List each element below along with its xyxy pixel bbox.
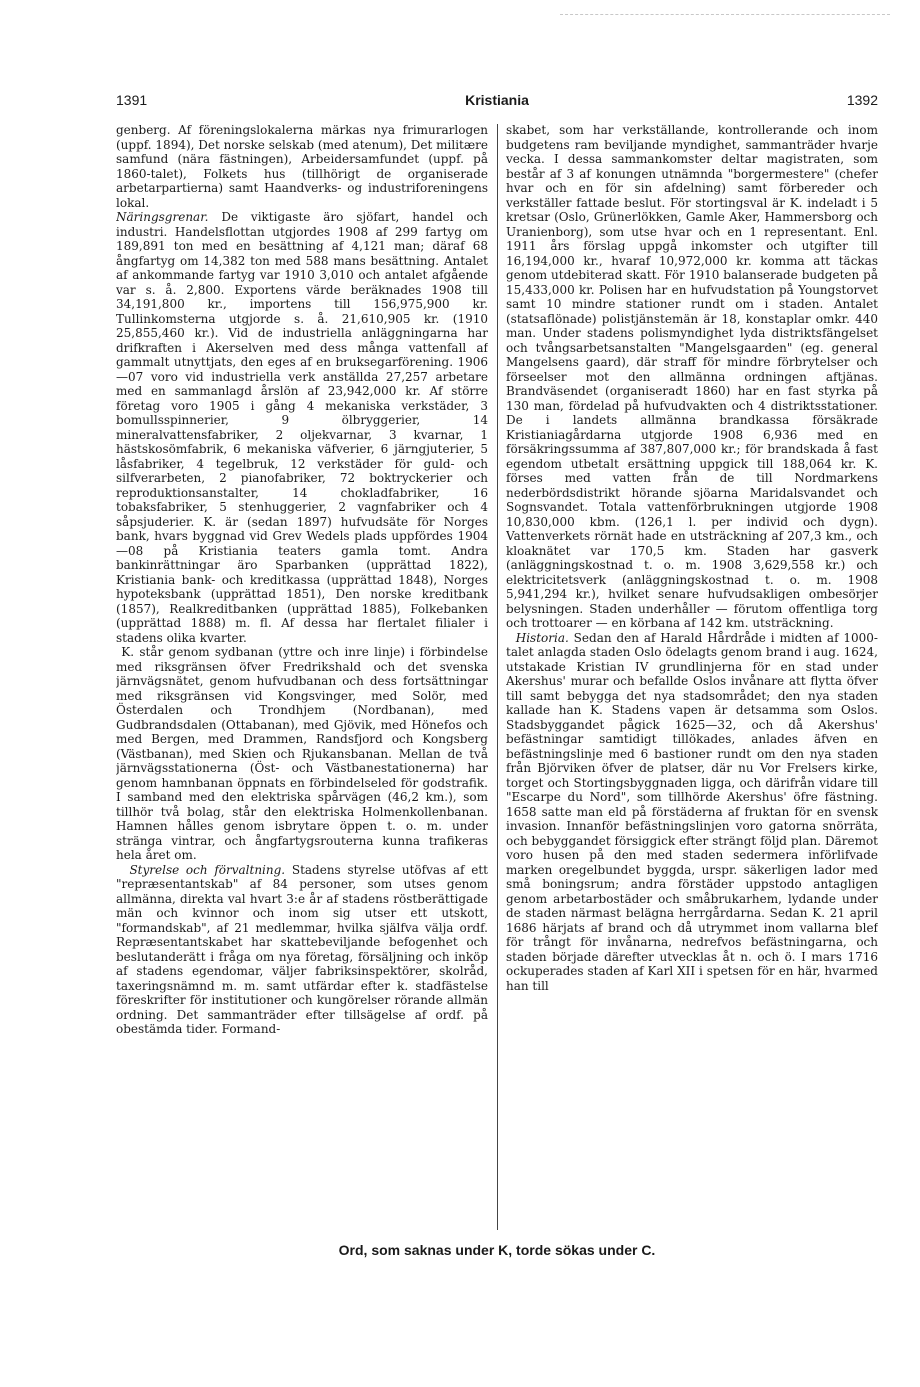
section-lead: Styrelse och förvaltning. <box>129 862 286 877</box>
left-column <box>116 123 488 1235</box>
paragraph-formandskab: skabet, som har verkställande, kontrollerande och inom budgetens ram beviljande myndighet, sammanträder hvarje vecka. I dessa sammankomster deltar magistraten, som består af 3 af konungen utnämnda "borgermestere" (chefer hvar och en för sin afdelning) samt förbereder och verkställer fattade beslut. För stortingsval är K. indeladt i 5 kretsar (Oslo, Grünerlökken, Gamle Aker, Hammersborg och Uranienborg), som utse hvar och en 1 representant. Enl. 1911 års förslag uppgå inkomster och utgifter till 16,194,000 kr., hvaraf 10,972,000 kr. komma att täckas genom utdebiterad skatt. För 1910 balanserade budgeten på 15,433,000 kr. Polisen har en hufvudstation på Youngstorvet samt 10 mindre stationer rundt om i staden. Antalet (statsaflönade) polistjänstemän är 18, konstaplar omkr. 440 man. Under stadens polismyndighet lyda distriktsfängelset och tvångsarbetsanstalten "Mangelsgaarden" (eg. general Mangelsens gaard), där straff för mindre förbrytelser och förseelser mot den allmänna ordningen aftjänas. Brandväsendet (organiseradt 1860) har en fast styrka på 130 man, fördelad på hufvudvakten och 4 distriktsstationer. De i landets allmänna brandkassa försäkrade Kristianiagårdarna utgjorde 1908 6,936 med en försäkringssumma af 387,807,000 kr.; för brandskada å fast egendom utbetalt ersättning uppgick till 188,064 kr. K. förses med vatten från de till Nordmarkens nederbördsdistrikt hörande sjöarna Maridalsvandet och Sognsvandet. Totala vattenförbrukningen utgjorde 1908 10,830,000 kbm. (126,1 l. per individ och dygn). Vattenverkets rörnät hade en utsträckning af 207,3 km., och kloaknätet var 170,5 km. Staden har gasverk (anläggningskostnad t. o. m. 1908 3,629,558 kr.) och elektricitetsverk (anläggningskostnad t. o. m. 1908 5,941,294 kr.), hvilket senare hufvudsakligen ombesörjer belysningen. Staden underhåller — förutom offentliga torg och trottoarer — en körbana af 142 km. utsträckning. <box>506 123 878 630</box>
right-column <box>506 123 878 1235</box>
section-lead: Historia. <box>515 630 569 645</box>
paragraph-styrelse: Styrelse och förvaltning. Stadens styrelse utöfvas af ett "repræsentantskab" af 84 personer, som utses genom allmänna, direkta val hvart 3:e år af stadens röstberättigade män och kvinnor och inom sig utser ett utskott, "formandskab", af 21 medlemmar, hvilka själfva välja ordf. Repræsentantskabet har skattebeviljande befogenhet och beslutanderätt i fråga om nya företag, försäljning och inköp af stadens egendomar, väljer fabriksinspektörer, skolråd, taxeringsnämnd m. m. samt utfärdar efter k. stadfästelse föreskrifter för institutioner och kungörelser rörande allmän ordning. Det sammanträder efter tillsägelse af ordf. på obestämda tider. Formand- <box>116 862 488 1036</box>
paragraph-historia: Historia. Sedan den af Harald Hårdråde i midten af 1000-talet anlagda staden Oslo ödelagts genom brand i aug. 1624, utstakade Kristian IV grundlinjerna för en stad under Akershus' murar och befallde Oslos invånare att flytta öfver till samt bebygga det nya stadsområdet; den nya staden kallade han K. Stadens vapen är detsamma som Oslos. Stadsbyggandet pågick 1625—32, och då Akershus' befästningar samtidigt tillökades, anlades äfven en befästningslinje med 6 bastioner rundt om den nya staden från Björviken öfver de platser, där nu Vor Frelsers kirke, torget och Stortingsbyggnaden ligga, och därifrån vidare till "Escarpe du Nord", som tillhörde Akershus' öfre fästning. 1658 satte man eld på förstäderna af fruktan för en svensk invasion. Innanför befästningslinjen voro gatorna snörräta, och bebyggandet försiggick efter strängt följd plan. Däremot voro husen på den med staden sedermera införlifvade marken oregelbundet byggda, urspr. säkerligen lador med små boningsrum; andra förstäder uppstodo antagligen genom arbetarbostäder och småbrukarhem, lydande under de staden närmast belägna herrgårdarna. Sedan K. 21 april 1686 härjats af brand och då utrymmet inom vallarna blef för trångt för invånarna, nedrefvos befästningarna, och staden började därefter utvecklas åt n. och ö. I mars 1716 ockuperades staden af Karl XII i spetsen för en här, hvarmed han till <box>506 630 878 993</box>
paragraph: genberg. Af föreningslokalerna märkas nya frimurarlogen (uppf. 1894), Det norske selskab (med atenum), Det militære samfund (nära fästningen), Arbeidersamfundet (uppf. på 1860-talet), Folkets hus (tillhörigt de organiserade arbetarpartierna) samt Haandverks- og industriforeningens lokal. <box>116 123 488 210</box>
running-title: Kristiania <box>465 92 529 108</box>
paragraph-naringsgrenar: Näringsgrenar. De viktigaste äro sjöfart, handel och industri. Handelsflottan utgjordes 1908 af 299 fartyg om 189,891 ton med en besättning af 4,121 man; däraf 68 ångfartyg om 14,382 ton med 588 mans besättning. Antalet af ankommande fartyg var 1910 3,010 och antalet afgående var s. å. 2,800. Exportens värde beräknades 1908 till 34,191,800 kr., importens till 156,975,900 kr. Tullinkomsterna utgjorde s. å. 21,610,905 kr. (1910 25,855,460 kr.). Vid de industriella anläggningarna har drifkraften i Akerselven med dess många vattenfall af gammalt utnyttjats, den eges af en bruksegarförening. 1906—07 voro vid industriella verk anställda 27,257 arbetare med en sammanlagd årslön af 23,942,000 kr. Af större företag voro 1905 i gång 4 mekaniska verkstäder, 3 bomullsspinnerier, 9 ölbryggerier, 14 mineralvattensfabriker, 2 oljekvarnar, 3 kvarnar, 1 hästskosömfabrik, 6 mekaniska väfverier, 6 järngjuterier, 5 låsfabriker, 4 tegelbruk, 12 verkstäder för guld- och silfverarbeten, 2 pianofabriker, 72 boktryckerier och reproduktionsanstalter, 14 chokladfabriker, 16 tobaksfabriker, 5 stenhuggerier, 2 vagnfabriker och 4 såpsjuderier. K. är (sedan 1897) hufvudsäte för Norges bank, hvars byggnad vid Grev Wedels plads uppfördes 1904—08 på Kristiania teaters gamla tomt. Andra bankinrättningar äro Sparbanken (upprättad 1822), Kristiania bank- och kreditkassa (upprättad 1848), Norges hypoteksbank (upprättad 1851), Den norske kreditbank (1857), Realkreditbanken (upprättad 1885), Folkebanken (upprättad 1888) m. fl. Af dessa har flertalet filialer i stadens olika kvarter. <box>116 210 488 645</box>
footer-note: Ord, som saknas under K, torde sökas under C. <box>338 1242 656 1258</box>
page-header <box>116 92 878 114</box>
scan-edge-rule <box>560 14 890 15</box>
page-number-left: 1391 <box>116 92 148 108</box>
section-lead: Näringsgrenar. <box>116 210 209 224</box>
paragraph-railways: K. står genom sydbanan (yttre och inre linje) i förbindelse med riksgränsen öfver Fredrikshald och det svenska järnvägsnätet, genom hufvudbanan och dess fortsättningar med riksgränsen vid Kongsvinger, med Solör, med Österdalen och Trondhjem (Nordbanan), med Gudbrandsdalen (Ottabanan), med Gjövik, med Hönefos och med Bergen, med Drammen, Randsfjord och Kongsberg (Västbanan), med Skien och Rjukansbanan. Mellan de två järnvägsstationerna (Öst- och Västbanestationerna) har genom hamnbanan öppnats en förbindelseled för godstrafik. I samband med den elektriska spårvägen (46,2 km.), som tillhör två bolag, står den elektriska Holmenkollenbanan. Hamnen hålles genom isbrytare öppen t. o. m. under stränga vintrar, och ångfartygsrouterna kunna trafikeras hela året om. <box>116 645 488 862</box>
column-divider <box>497 124 498 1230</box>
page-number-right: 1392 <box>846 92 878 108</box>
